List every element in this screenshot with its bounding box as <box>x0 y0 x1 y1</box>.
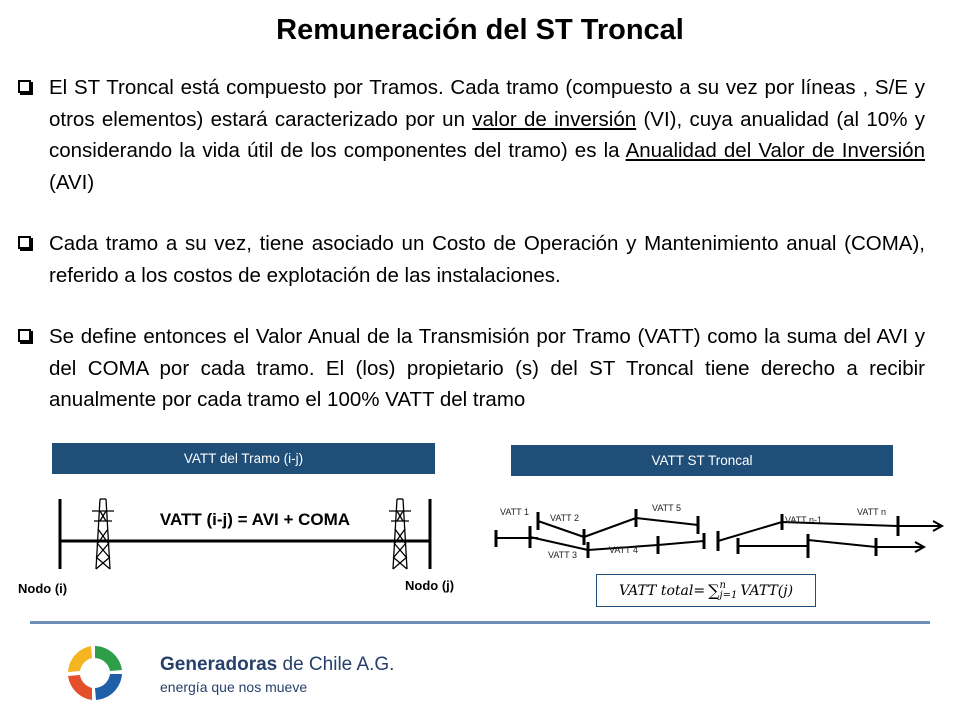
node-i-label: Nodo (i) <box>18 581 68 596</box>
checkbox-bullet-icon <box>18 80 31 93</box>
vatt-label: VATT 1 <box>500 507 530 517</box>
company-name-light: de Chile A.G. <box>282 654 395 675</box>
underlined-term: Anualidad del Valor de Inversión <box>625 139 925 162</box>
company-tagline: energía que nos mueve <box>160 679 308 695</box>
bullet-text: Cada tramo a su vez, tiene asociado un Costo de Operación y Mantenimiento anual (COMA), referido a los costos de explotación de las instalaciones. <box>49 232 925 287</box>
bullet-list <box>18 72 925 446</box>
line-segment <box>636 518 698 525</box>
bullet-text: El ST Troncal está compuesto por Tramos. Cada tramo (compuesto a su vez por líneas , S/E y otros elementos) estará caracterizado por un <box>49 76 925 131</box>
company-logo-text <box>160 654 394 695</box>
tramo-diagram <box>40 495 440 575</box>
line-segment <box>808 540 876 547</box>
company-name-bold: Generadoras <box>160 654 278 675</box>
line-segment <box>530 537 588 550</box>
vatt-label: VATT 4 <box>609 545 639 555</box>
bullet-item <box>18 72 925 198</box>
bullet-text: (AVI) <box>49 170 95 194</box>
bullet-text: (VI), cuya anualidad (al 10% y considerando la vida útil de los componentes del tramo) es la <box>49 107 925 162</box>
sum-lower-limit: j=1 <box>719 589 738 601</box>
troncal-header: VATT ST Troncal <box>511 445 893 476</box>
line-segment <box>658 541 704 545</box>
tower-right-icon <box>389 499 411 569</box>
company-logo-icon <box>60 640 130 704</box>
page-title: Remuneración del ST Troncal <box>276 14 684 46</box>
vatt-label: VATT 5 <box>652 503 682 513</box>
underlined-term: valor de inversión <box>472 107 637 131</box>
line-segment <box>718 522 782 541</box>
line-segment <box>538 521 584 537</box>
checkbox-bullet-icon <box>18 329 31 342</box>
tower-left-icon <box>92 499 114 569</box>
checkbox-bullet-icon <box>18 236 31 249</box>
sum-limits <box>720 581 738 601</box>
tramo-header: VATT del Tramo (i-j) <box>52 443 435 474</box>
formula-prefix: VATT total= <box>618 582 706 599</box>
vatt-label: VATT n <box>857 507 887 517</box>
bullet-item <box>18 321 925 416</box>
vatt-total-formula <box>596 574 816 607</box>
footer-separator <box>30 621 930 624</box>
vatt-label: VATT n-1 <box>785 515 823 525</box>
node-j-label: Nodo (j) <box>405 578 455 593</box>
company-name <box>160 654 394 676</box>
sum-upper-limit: n <box>719 579 726 591</box>
formula-term: VATT(j) <box>740 582 794 599</box>
vatt-label: VATT 2 <box>550 513 580 523</box>
line-segment <box>584 518 636 537</box>
sum-symbol-icon: ∑ <box>708 581 720 600</box>
bullet-item <box>18 228 925 291</box>
tramo-equation: VATT (i-j) = AVI + COMA <box>159 510 351 529</box>
vatt-label: VATT 3 <box>548 550 578 560</box>
bullet-text: Se define entonces el Valor Anual de la Transmisión por Tramo (VATT) como la suma del AVI y del COMA por cada tramo. El (los) propietario (s) del ST Troncal tiene derecho a recibir anualmente por cada tramo el 100% VATT del tramo <box>49 325 925 411</box>
